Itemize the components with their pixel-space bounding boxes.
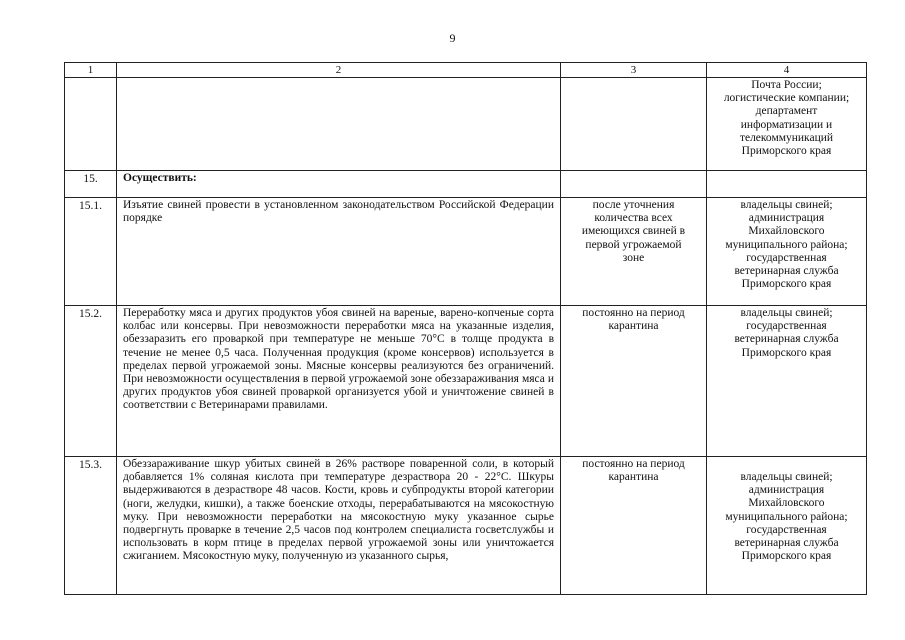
responsible-line: Приморского края — [741, 145, 832, 158]
responsible-line: Михайловского — [748, 497, 825, 510]
table-row — [65, 457, 867, 595]
table-header-row — [65, 63, 867, 78]
row-number: 15.2. — [65, 306, 117, 457]
column-number-3: 3 — [561, 63, 707, 78]
page-number: 9 — [449, 31, 456, 45]
responsible-line: администрация — [748, 484, 825, 497]
column-number-4: 4 — [707, 63, 867, 78]
responsible-line: муниципального района; — [725, 510, 848, 523]
table-row — [65, 306, 867, 457]
responsible-line: ветеринарная служба — [734, 333, 839, 346]
column-number-1: 1 — [65, 63, 117, 78]
row-responsible — [707, 171, 867, 198]
deadline-line: имеющихся свиней в — [581, 225, 686, 238]
column-number-2: 2 — [117, 63, 561, 78]
responsible-line: государственная — [746, 320, 827, 333]
row-text: Обеззараживание шкур убитых свиней в 26% растворе поваренной соли, в который добавляется 1% соляная кислота при температуре дезраствора 20 - 22°С. Шкуры выдерживаются в дезрастворе 48 часов. Кости, кровь и субпродукты второй категории (ноги, желудки, кишки), а также боенские отходы, перерабатываются на мясокостную муку. При невозможности переработки на мясокостную муку указанное сырье подвергнуть проварке в течение 2,5 часов под контролем специалиста госветслужбы и использовать в корм птице в пределах первой угрожаемой зоны или уничтожается сжиганием. Мясокостную муку, полученную из указанного сырья, — [117, 457, 561, 595]
row-responsible — [707, 198, 867, 306]
deadline-line: карантина — [608, 471, 659, 484]
row-text: Переработку мяса и других продуктов убоя свиней на вареные, варено-копченые сорта колбас или консервы. При невозможности переработки мяса на указанные изделия, обеззаразить его проваркой при температуре не меньше 70°С в толще продукта в течение не менее 0,5 часа. Полученная продукция (кроме консервов) используется в пределах первой угрожаемой зоны. Мясные консервы реализуются без ограничений. При невозможности осуществления в первой угрожаемой зоне обеззараживания мяса и других продуктов убоя свиней проваркой организуется убой и уничтожение свиней в соответствии с Ветеринарами правилами. — [117, 306, 561, 457]
row-text — [117, 78, 561, 171]
deadline-line: постоянно на период — [582, 458, 685, 470]
row-number — [65, 78, 117, 171]
row-responsible — [707, 78, 867, 171]
deadline-line: первой угрожаемой — [585, 238, 682, 251]
responsible-line: владельцы свиней; — [740, 199, 833, 211]
table-row — [65, 171, 867, 198]
table-row — [65, 198, 867, 306]
row-number: 15.1. — [65, 198, 117, 306]
row-text: Осуществить: — [117, 171, 561, 198]
responsible-line: Приморского края — [741, 278, 832, 291]
deadline-line: зоне — [622, 251, 645, 264]
responsible-line: государственная — [746, 523, 827, 536]
row-deadline — [561, 171, 707, 198]
responsible-line: телекоммуникаций — [739, 131, 834, 144]
deadline-line: карантина — [608, 320, 659, 333]
responsible-line: государственная — [746, 251, 827, 264]
responsible-line: Приморского края — [741, 346, 832, 359]
responsible-line: муниципального района; — [725, 238, 848, 251]
responsible-line: ветеринарная служба — [734, 537, 839, 550]
row-number: 15. — [65, 171, 117, 198]
deadline-line: постоянно на период — [582, 307, 685, 319]
responsible-line: ветеринарная служба — [734, 265, 839, 278]
row-responsible — [707, 306, 867, 457]
responsible-line: информатизации и — [740, 118, 833, 131]
row-number: 15.3. — [65, 457, 117, 595]
row-deadline — [561, 198, 707, 306]
responsible-line: владельцы свиней; — [740, 471, 833, 483]
deadline-line: после уточнения — [592, 199, 675, 211]
responsible-line: Михайловского — [748, 225, 825, 238]
table-row — [65, 78, 867, 171]
row-text: Изъятие свиней провести в установленном законодательством Российской Федерации порядке — [117, 198, 561, 306]
row-deadline — [561, 457, 707, 595]
responsible-line: логистические компании; — [723, 92, 850, 105]
row-responsible — [707, 457, 867, 595]
responsible-line: администрация — [748, 212, 825, 225]
responsible-line: владельцы свиней; — [740, 307, 833, 319]
responsible-line: Почта России; — [751, 79, 822, 91]
plan-table — [64, 62, 867, 595]
row-deadline — [561, 78, 707, 171]
responsible-line: Приморского края — [741, 550, 832, 563]
row-deadline — [561, 306, 707, 457]
deadline-line: количества всех — [594, 212, 673, 225]
responsible-line: департамент — [755, 105, 818, 118]
